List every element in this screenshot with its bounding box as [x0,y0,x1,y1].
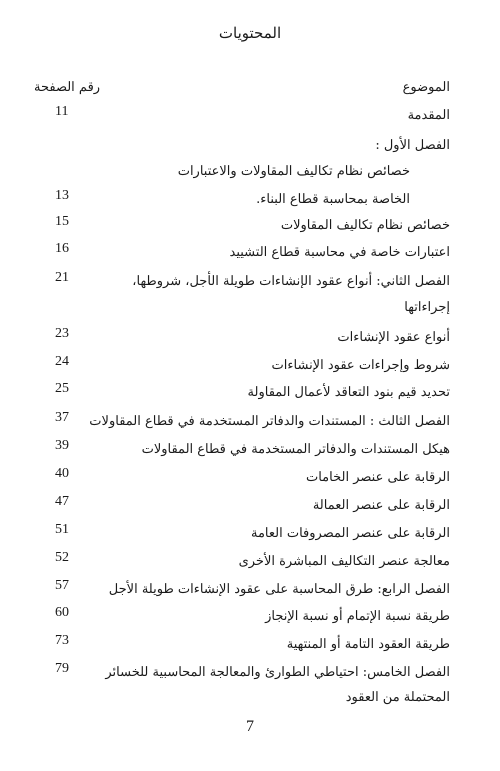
toc-entry-page: 60 [55,605,69,620]
toc-entry-page: 37 [55,410,69,425]
toc-entry-title: الرقابة على عنصر العمالة [312,498,450,513]
toc-entry [0,550,500,578]
toc-entry-title: الفصل الأول : [375,138,450,153]
toc-entry-page: 40 [55,466,69,481]
page-column-header: رقم الصفحة [34,80,101,95]
toc-entry [0,633,500,661]
toc-entry [0,661,500,689]
toc-entry-title: الخاصة بمحاسبة قطاع البناء. [256,192,410,207]
toc-entry [0,605,500,633]
toc-entry-title: الرقابة على عنصر المصروفات العامة [250,526,450,541]
toc-entry-page: 57 [55,578,69,593]
toc-entry [0,494,500,522]
toc-entry-title: الفصل الثالث : المستندات والدفاتر المستخدمة في قطاع المقاولات [89,414,450,429]
toc-entry [0,578,500,606]
toc-entry-title: المقدمة [407,108,450,123]
toc-entry [0,214,500,242]
toc-entry-title: الفصل الخامس: احتياطي الطوارئ والمعالجة المحاسبية للخسائر [105,665,450,680]
toc-entry-page: 15 [55,214,69,229]
toc-entry-title: خصائص نظام تكاليف المقاولات [280,218,450,233]
toc-entry-title: معالجة عنصر التكاليف المباشرة الأخرى [238,554,450,569]
toc-entry-page: 51 [55,522,69,537]
toc-entry-title: الفصل الرابع: طرق المحاسبة على عقود الإنشاءات طويلة الأجل [108,582,450,597]
page-title: المحتويات [218,24,282,42]
toc-entry [0,138,500,162]
toc-entry-title: هيكل المستندات والدفاتر المستخدمة في قطاع المقاولات [141,442,450,457]
toc-entry-title: شروط وإجراءات عقود الإنشاءات [271,358,450,373]
toc-entry [0,300,500,324]
toc-entry-title: اعتبارات خاصة في محاسبة قطاع التشييد [229,245,450,260]
toc-entry-page: 39 [55,438,69,453]
toc-entry-page: 25 [55,381,69,396]
toc-entry-page: 47 [55,494,69,509]
toc-entry-page: 52 [55,550,69,565]
toc-entry-title: تحديد قيم بنود التعاقد لأعمال المقاولة [247,385,450,400]
toc-entry [0,164,500,188]
toc-entry-title: الرقابة على عنصر الخامات [305,470,450,485]
toc-entry [0,522,500,550]
toc-entry [0,466,500,494]
toc-entry [0,354,500,382]
toc-entry-page: 79 [55,661,69,676]
toc-entry-title: أنواع عقود الإنشاءات [337,330,450,345]
toc-entry-page: 73 [55,633,69,648]
toc-entry [0,381,500,409]
toc-entry-title: طريقة العقود التامة أو المنتهية [286,637,450,652]
toc-entry [0,188,500,216]
toc-entry-title: الفصل الثاني: أنواع عقود الإنشاءات طويلة الأجل، شروطها، [132,274,450,289]
toc-entry [0,410,500,438]
toc-entry-page: 11 [55,104,69,119]
toc-entry-page: 13 [55,188,69,203]
toc-entry [0,690,500,714]
toc-entry-page: 21 [55,270,69,285]
toc-entry [0,270,500,298]
page-number: 7 [246,718,254,735]
toc-entry-title: المحتملة من العقود [345,690,450,705]
toc-entry [0,241,500,269]
toc-entry-title: خصائص نظام تكاليف المقاولات والاعتبارات [177,164,410,179]
toc-entry [0,326,500,354]
toc-entry-page: 23 [55,326,69,341]
toc-entry [0,104,500,132]
toc-entry-title: إجراءاتها [404,300,450,315]
toc-entry-page: 16 [55,241,69,256]
topic-column-header: الموضوع [402,80,450,95]
toc-entry [0,438,500,466]
toc-entry-title: طريقة نسبة الإتمام أو نسبة الإنجاز [265,609,450,624]
toc-entry-page: 24 [55,354,69,369]
